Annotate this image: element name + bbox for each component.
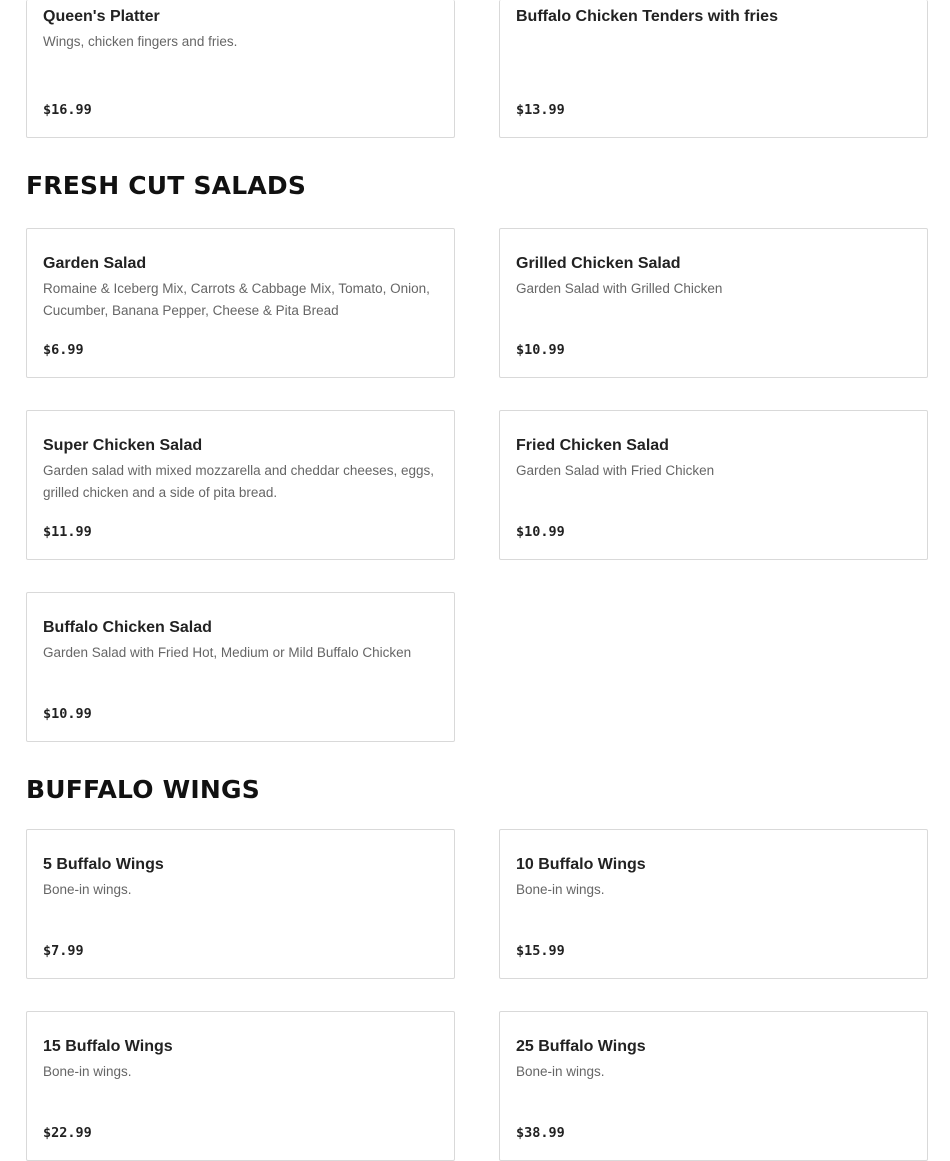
menu-item-name: Queen's Platter [43, 8, 160, 25]
menu-item-price: $16.99 [43, 102, 92, 118]
menu-item-description: Garden Salad with Fried Chicken [516, 463, 715, 478]
menu-item-description: Garden salad with mixed mozzarella and cheddar cheeses, eggs, grilled chicken and a side of pita bread. [43, 463, 434, 500]
menu-item-price: $10.99 [516, 524, 565, 540]
menu-item-card[interactable] [26, 829, 455, 979]
menu-item-card[interactable] [26, 0, 455, 138]
menu-item-card[interactable] [499, 410, 928, 560]
menu-item-card[interactable] [26, 228, 455, 378]
menu-item-card[interactable] [26, 592, 455, 742]
menu-item-name: Buffalo Chicken Tenders with fries [516, 8, 778, 25]
menu-item-description: Wings, chicken fingers and fries. [43, 34, 238, 49]
menu-grid-salads [26, 228, 928, 742]
menu-item-name: Super Chicken Salad [43, 437, 203, 454]
menu-item-name: 25 Buffalo Wings [516, 1038, 646, 1055]
menu-item-card[interactable] [499, 228, 928, 378]
menu-item-card[interactable] [26, 1011, 455, 1161]
menu-item-price: $38.99 [516, 1125, 565, 1141]
menu-item-card[interactable] [499, 829, 928, 979]
menu-item-description: Garden Salad with Fried Hot, Medium or Mild Buffalo Chicken [43, 645, 412, 660]
menu-item-name: Buffalo Chicken Salad [43, 619, 212, 636]
menu-item-card[interactable] [26, 410, 455, 560]
menu-item-name: 10 Buffalo Wings [516, 856, 646, 873]
menu-item-card[interactable] [499, 0, 928, 138]
menu-item-price: $22.99 [43, 1125, 92, 1141]
menu-item-price: $13.99 [516, 102, 565, 118]
menu-item-name: Garden Salad [43, 255, 147, 272]
section-title-salads: FRESH CUT SALADS [26, 171, 307, 200]
menu-content [26, 0, 928, 1161]
menu-item-description: Bone-in wings. [43, 1064, 132, 1079]
menu-item-name: Fried Chicken Salad [516, 437, 669, 454]
menu-item-description: Bone-in wings. [516, 1064, 605, 1079]
menu-item-price: $7.99 [43, 943, 84, 959]
menu-item-description: Romaine & Iceberg Mix, Carrots & Cabbage Mix, Tomato, Onion, Cucumber, Banana Pepper, Cheese & Pita Bread [43, 281, 430, 318]
menu-item-description: Bone-in wings. [516, 882, 605, 897]
menu-item-price: $10.99 [516, 342, 565, 358]
menu-grid-wings [26, 829, 928, 1161]
menu-item-price: $10.99 [43, 706, 92, 722]
menu-item-name: 15 Buffalo Wings [43, 1038, 173, 1055]
menu-item-name: Grilled Chicken Salad [516, 255, 681, 272]
menu-item-price: $15.99 [516, 943, 565, 959]
menu-item-description: Garden Salad with Grilled Chicken [516, 281, 723, 296]
menu-item-description: Bone-in wings. [43, 882, 132, 897]
menu-grid-top [26, 0, 928, 138]
section-title-wings: BUFFALO WINGS [26, 775, 260, 804]
menu-item-price: $6.99 [43, 342, 84, 358]
menu-item-name: 5 Buffalo Wings [43, 856, 164, 873]
menu-item-price: $11.99 [43, 524, 92, 540]
menu-item-card[interactable] [499, 1011, 928, 1161]
